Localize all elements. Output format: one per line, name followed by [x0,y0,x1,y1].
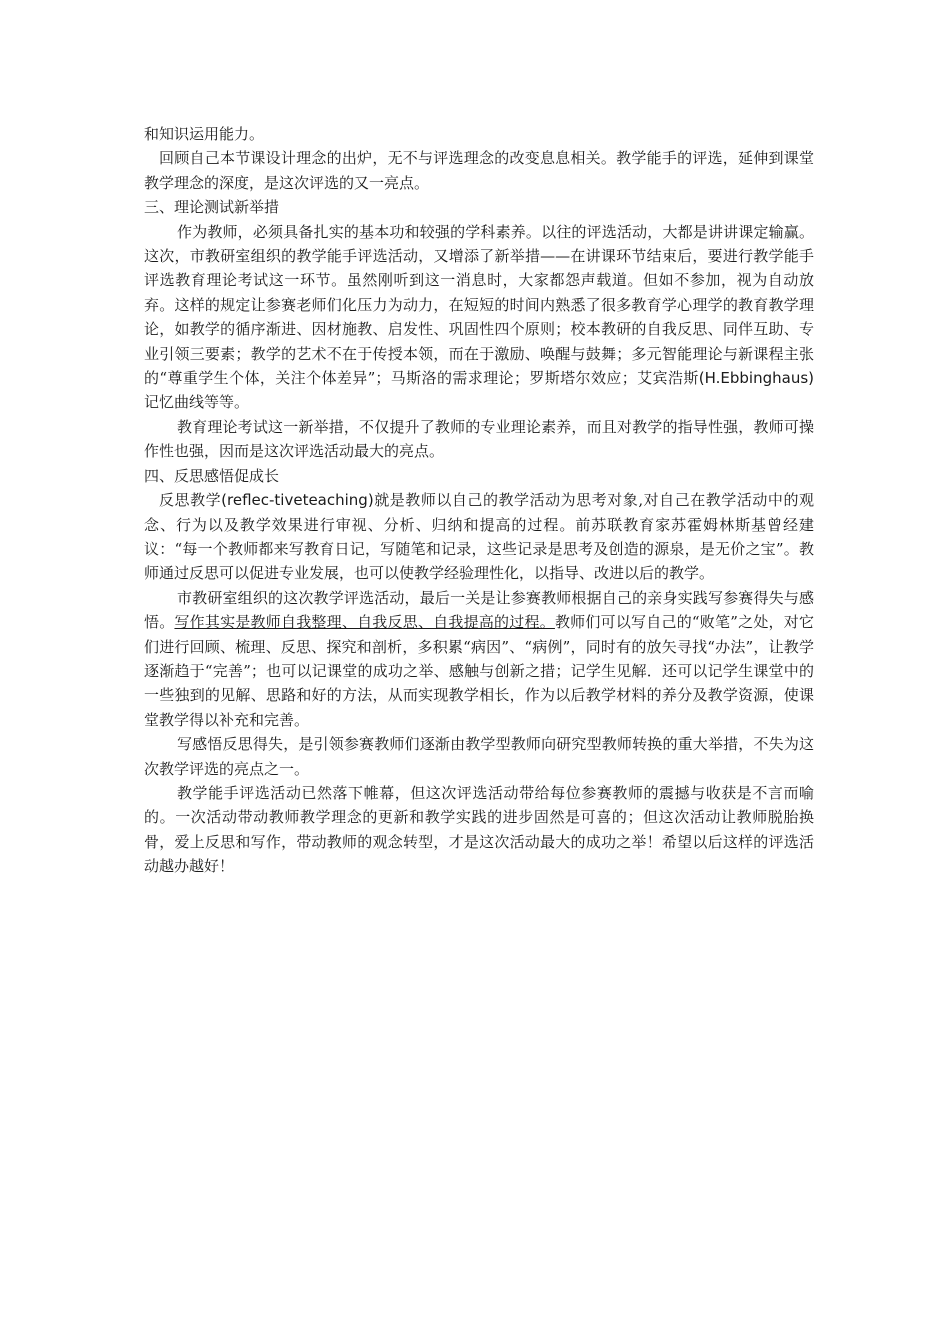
paragraph-conclusion: 教学能手评选活动已然落下帷幕，但这次评选活动带给每位参赛教师的震撼与收获是不言而喻的。一次活动带动教师教学理念的更新和教学实践的进步固然是可喜的；但这次活动让教师脱胎换骨，爱上反思和写作，带动教师的观念转型，才是这次活动最大的成功之举！希望以后这样的评选活动越办越好！ [144,783,814,876]
paragraph-reflective-tail: 就是教师以自己的教学活动为思考对象,对自己在教学活动中的观念、行为以及教学效果进行审视、分析、归纳和提高的过程。前苏联教育家苏霍姆林斯基曾经建议：“每一个教师都来写教育日记，写随笔和记录，这些记录是思考及创造的源泉，是无价之宝”。教师通过反思可以促进专业发展，也可以使教学经验理性化，以指导、改进以后的教学。 [144,491,814,583]
ebbinghaus-latin: (H.Ebbinghaus) [698,369,814,388]
document-page [144,122,814,879]
paragraph-theory-test [144,220,814,415]
paragraph-reflection-highlight: 写感悟反思得失，是引领参赛教师们逐渐由教学型教师向研究型教师转换的重大举措，不失为这次教学评选的亮点之一。 [144,735,814,778]
paragraph-design-concept: 回顾自己本节课设计理念的出炉，无不与评选理念的改变息息相关。教学能手的评选，延伸到课堂教学理念的深度，是这次评选的又一亮点。 [144,149,814,192]
paragraph-reflective-teaching [144,488,814,586]
paragraph-writing-tail: 教师们可以写自己的“败笔”之处，对它们进行回顾、梳理、反思、探究和剖析，多积累“病因”、“病例”，同时有的放矢寻找“办法”，让教学逐渐趋于“完善”；也可以记课堂的成功之举、感触与创新之措；记学生见解．还可以记学生课堂中的一些独到的见解、思路和好的方法，从而实现教学相长，作为以后教学材料的养分及教学资源，使课堂教学得以补充和完善。 [144,613,814,729]
paragraph-reflective-head: 反思教学 [159,491,222,510]
section-heading-3: 三、理论测试新举措 [144,198,280,217]
paragraph-continuation: 和知识运用能力。 [144,125,265,143]
paragraph-theory-test-tail: 记忆曲线等等。 [144,393,250,412]
reflective-teaching-latin: (reflec-tiveteaching) [221,491,374,510]
paragraph-writing-reflection [144,586,814,732]
paragraph-theory-highlight: 教育理论考试这一新举措，不仅提升了教师的专业理论素养，而且对教学的指导性强，教师可操作性也强，因而是这次评选活动最大的亮点。 [144,417,814,461]
underlined-sentence: 写作其实是教师自我整理、自我反思、自我提高的过程。 [174,613,555,632]
section-heading-4: 四、反思感悟促成长 [144,466,280,485]
paragraph-theory-test-text: 作为教师，必须具备扎实的基本功和较强的学科素养。以往的评选活动，大都是讲讲课定输赢。这次，市教研室组织的教学能手评选活动，又增添了新举措——在讲课环节结束后，要进行教学能手评选教育理论考试这一环节。虽然刚听到这一消息时，大家都怨声载道。但如不参加，视为自动放弃。这样的规定让参赛老师们化压力为动力，在短短的时间内熟悉了很多教育学心理学的教育教学理论，如教学的循序渐进、因材施教、启发性、巩固性四个原则；校本教研的自我反思、同伴互助、专业引领三要素；教学的艺术不在于传授本领，而在于激励、唤醒与鼓舞；多元智能理论与新课程主张的“尊重学生个体，关注个体差异”；马斯洛的需求理论；罗斯塔尔效应；艾宾浩斯 [144,222,814,388]
paragraph-writing-head: 市教研室组织的这次教学评选活动，最后一关是让参赛教师根据自己的亲身实践写参赛得失与感悟。 [144,588,814,632]
